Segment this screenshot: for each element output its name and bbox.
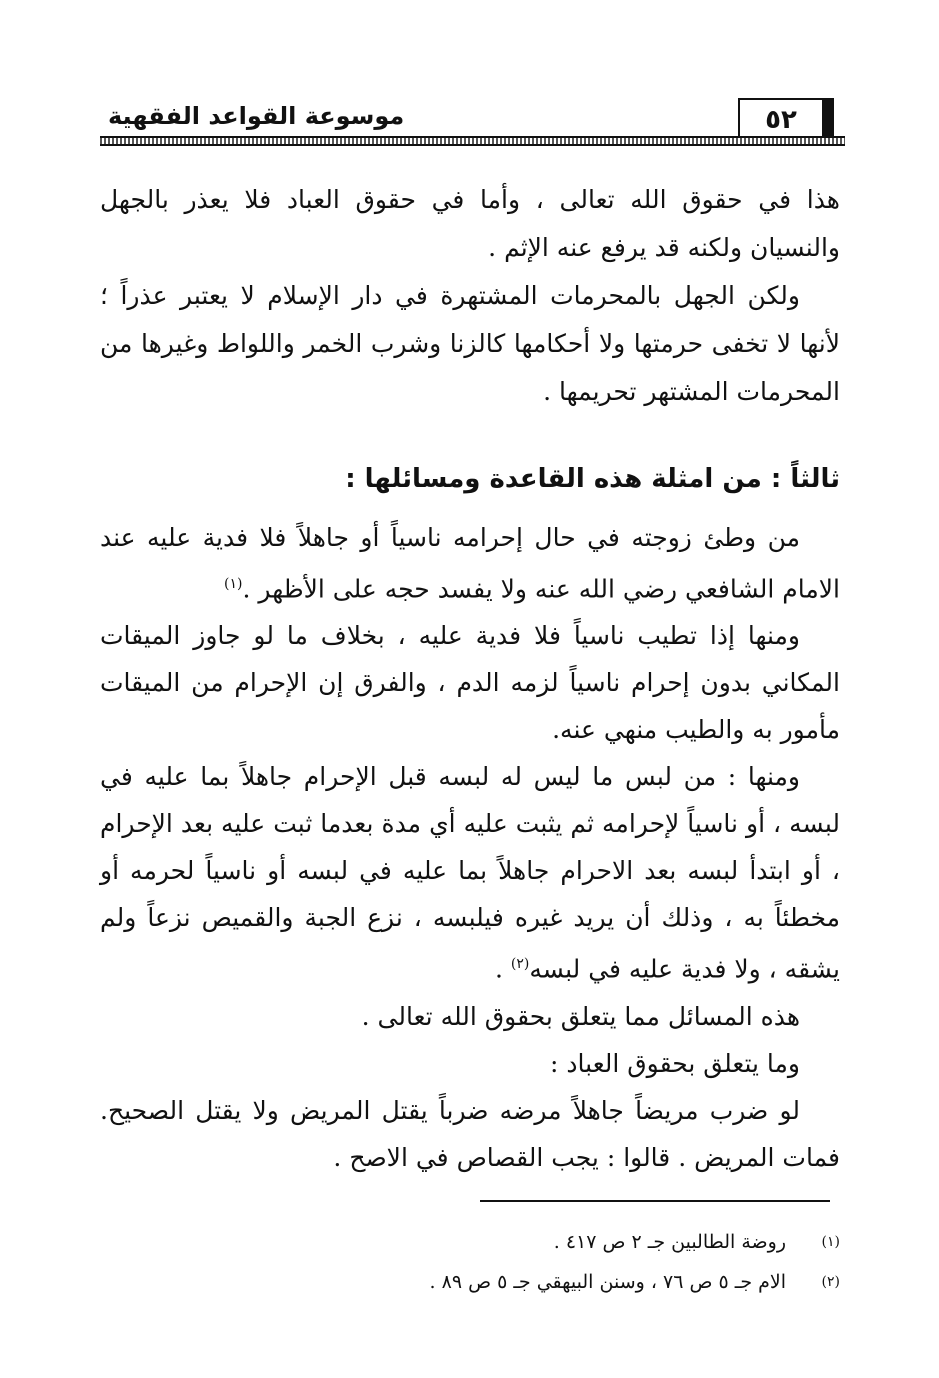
section-heading: ثالثاً : من امثلة هذه القاعدة ومسائلها : — [345, 464, 840, 494]
intro-text — [100, 176, 840, 416]
examples-text — [100, 514, 840, 1181]
page-number: ٥٢ — [738, 98, 834, 138]
paragraph — [100, 514, 840, 612]
paragraph: ومنها إذا تطيب ناسياً فلا فدية عليه ، بخلاف ما لو جاوز الميقات المكاني بدون إحرام ناسياً لزمه الدم ، والفرق إن الإحرام من الميقات مأمور به والطيب منهي عنه. — [100, 621, 840, 745]
footnote — [360, 1262, 840, 1302]
paragraph: وما يتعلق بحقوق العباد : — [550, 1048, 800, 1078]
paragraph: ولكن الجهل بالمحرمات المشتهرة في دار الإسلام لا يعتبر عذراً ؛ لأنها لا تخفى حرمتها ولا أحكامها كالزنا وشرب الخمر واللواط وغيرها من المحرمات المشتهر تحريمها . — [100, 281, 840, 406]
paragraph-tail: . — [495, 954, 511, 984]
paragraph-text: ومنها : من لبس ما ليس له لبسه قبل الإحرام جاهلاً بما عليه في لبسه ، أو ناسياً لإحرامه ثم يثبت عليه أي مدة بعدما ثبت عليه بعد الإحرام ، أو ابتدأ لبسه بعد الاحرام جاهلاً بما عليه في لبسه أو ناسياً لحرمه أو مخطئاً به ، وذلك أن يريد غيره فيلبسه ، نزع الجبة والقميص نزعاً ولم يشقه ، ولا فدية عليه في لبسه — [100, 762, 840, 984]
paragraph: لو ضرب مريضاً جاهلاً مرضه ضرباً يقتل المريض ولا يقتل الصحيح. فمات المريض . قالوا : يجب القصاص في الاصح . — [100, 1095, 840, 1172]
footnote-rule — [480, 1200, 830, 1202]
header-rule — [100, 136, 845, 146]
footnote-ref: (٢) — [510, 956, 530, 973]
footnote-text: الام جـ ٥ ص ٧٦ ، وسنن البيهقي جـ ٥ ص ٨٩ . — [429, 1271, 786, 1293]
footnotes — [360, 1222, 840, 1302]
paragraph: هذا في حقوق الله تعالى ، وأما في حقوق العباد فلا يعذر بالجهل والنسيان ولكنه قد يرفع عنه الإثم . — [100, 185, 840, 262]
footnote-marker: (١) — [821, 1234, 840, 1250]
footnote-ref: (١) — [224, 576, 243, 592]
paragraph-text: من وطئ زوجته في حال إحرامه ناسياً أو جاهلاً فلا فدية عليه عند الامام الشافعي رضي الله عنه ولا يفسد حجه على الأظهر . — [100, 523, 840, 604]
book-title: موسوعة القواعد الفقهية — [108, 102, 405, 130]
footnote — [360, 1222, 840, 1262]
page-header — [100, 96, 845, 156]
footnote-marker: (٢) — [821, 1274, 840, 1290]
paragraph: هذه المسائل مما يتعلق بحقوق الله تعالى . — [361, 1001, 800, 1031]
footnote-text: روضة الطالبين جـ ٢ ص ٤١٧ . — [553, 1231, 786, 1253]
paragraph — [100, 753, 840, 992]
